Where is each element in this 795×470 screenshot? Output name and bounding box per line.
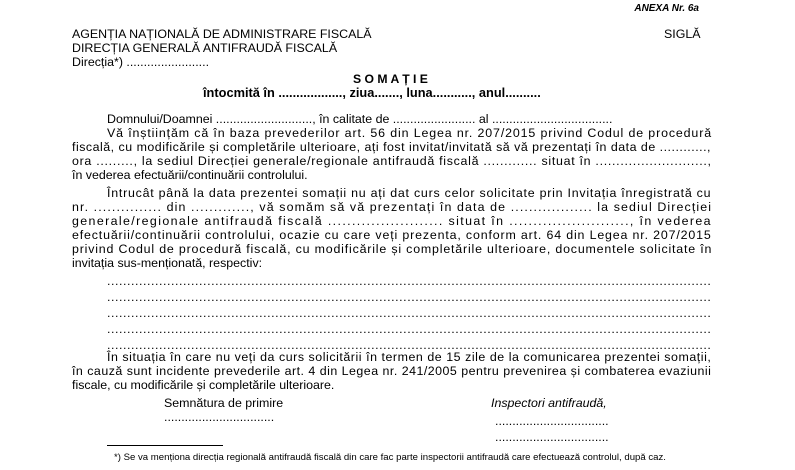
paragraph-1-line-1: Vă înștiințăm că în baza prevederilor art. 56 din Legea nr. 207/2015 privind Codul de procedură [107, 126, 712, 140]
dotted-line: ....................................................................................................................................................... [107, 274, 712, 288]
document-title: S O M A Ț I E [353, 72, 428, 86]
paragraph-2-line-4: efectuării/continuării controlului, ocazie cu care veți prezenta, conform art. 64 din Legea nr. 207/2015 [72, 228, 712, 242]
footnote-rule [107, 445, 223, 446]
paragraph-2-line-3: generale/regionale antifraudă fiscală ........................ situat în ........................., în vederea [72, 214, 712, 228]
receiver-signature-line: ................................ [164, 410, 275, 424]
inspectors-signature-line: ................................. [495, 414, 609, 428]
annex-label: ANEXA Nr. 6a [634, 3, 699, 14]
paragraph-2-line-2: nr. ............... din ............., vă somăm să vă prezentați în data de .................. la sediul Direcției [72, 200, 713, 214]
paragraph-2-line-6: invitația sus-menționată, respectiv: [72, 256, 263, 270]
dotted-line: ....................................................................................................................................................... [107, 306, 712, 320]
paragraph-3-line-1: În situația în care nu veți da curs solicitării în termen de 15 zile de la comunicarea prezentei somații, [107, 350, 712, 364]
paragraph-1-line-4: în vederea efectuării/continuării controlului. [72, 168, 308, 182]
inspectors-signature-line: ................................. [495, 430, 609, 444]
dotted-line: ....................................................................................................................................................... [107, 338, 712, 352]
directorate-general: DIRECȚIA GENERALĂ ANTIFRAUDĂ FISCALĂ [72, 41, 338, 55]
paragraph-3-line-2: în cauză sunt incidente prevederile art. 4 din Legea nr. 241/2005 pentru prevenirea și combaterea evaziunii [72, 364, 712, 378]
dotted-line: ....................................................................................................................................................... [107, 322, 712, 336]
footnote: *) Se va menționa direcția regională antifraudă fiscală din care fac parte inspectorii antifraudă care efectuează controlul, după caz. [114, 452, 666, 463]
paragraph-2-line-1: Întrucât până la data prezentei somații nu ați dat curs celor solicitate prin Invitația înregistrată cu [107, 186, 712, 200]
addressee-line: Domnului/Doamnei ............................, în calitate de ........................ al ................................... [107, 112, 613, 126]
receiver-signature-label: Semnătura de primire [164, 396, 284, 410]
document-subtitle: întocmită în .................., ziua......., luna..........., anul.......... [203, 85, 541, 100]
directorate: Direcția*) ........................ [72, 55, 210, 69]
paragraph-1-line-3: ora ........., la sediul Direcției generale/regionale antifraudă fiscală ............. situat în ..........................., [72, 154, 712, 168]
paragraph-2-line-5: privind Codul de procedură fiscală, cu modificările și completările ulterioare, documentele solicitate în [72, 242, 713, 256]
paragraph-1-line-2: fiscală, cu modificările și completările ulterioare, ați fost invitat/invitată să vă prezentați în data de ............, [72, 140, 711, 154]
paragraph-3-line-3: fiscale, cu modificările și completările ulterioare. [72, 378, 335, 392]
agency-name: AGENȚIA NAȚIONALĂ DE ADMINISTRARE FISCALĂ [72, 27, 372, 41]
inspectors-label: Inspectori antifraudă, [491, 396, 607, 410]
logo-placeholder: SIGLĂ [664, 27, 701, 41]
dotted-line: ....................................................................................................................................................... [107, 290, 712, 304]
